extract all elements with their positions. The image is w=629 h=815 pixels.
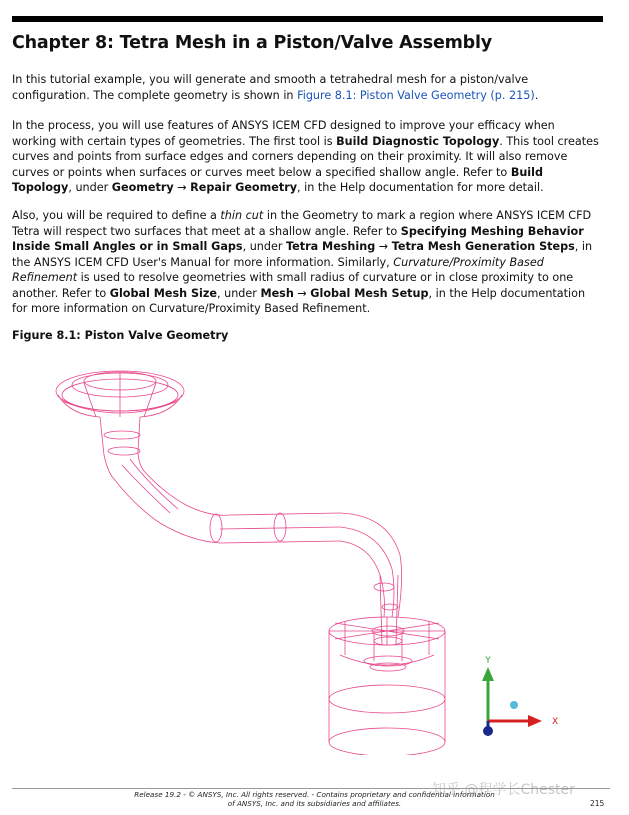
z-axis-dot-icon — [510, 701, 518, 709]
chapter-title: Chapter 8: Tetra Mesh in a Piston/Valve Assembly — [12, 33, 492, 53]
build-topology-term: Build Topology — [12, 165, 543, 194]
arrow-icon: → — [375, 240, 392, 253]
thin-cut-paragraph: Also, you will be required to define a thin cut in the Geometry to mark a region where ANSYS ICEM CFD Tetra will respect two surfaces that meet at a shallow angle. Refer to Specifying Meshing Behavior Inside Small Angles or in Small Gaps, under Tetra Meshing → Tetra Mesh Generation Steps, in the ANSYS ICEM CFD User's Manual for more information. Similarly, Curvature/Proximity Based Refinement is used to resolve geometries with small radius of curvature or in close proximity to one another. Refer to Global Mesh Size, under Mesh → Global Mesh Setup, in the Help documentation for more information on Curvature/Proximity Based Refinement. — [12, 209, 593, 315]
piston-cylinder — [329, 617, 445, 755]
inlet-flange — [56, 371, 184, 417]
global-mesh-setup-term: Global Mesh Setup — [310, 286, 429, 300]
axis-triad — [482, 656, 558, 736]
tetra-mesh-steps-term: Tetra Mesh Generation Steps — [391, 240, 575, 253]
x-axis-arrow-icon — [528, 715, 542, 727]
tetra-meshing-term: Tetra Meshing — [286, 240, 376, 253]
piston-valve-figure — [40, 355, 600, 755]
repair-geometry-term: Repair Geometry — [190, 181, 298, 194]
inlet-pipe — [100, 417, 186, 523]
arrow-icon: → — [293, 286, 311, 300]
mesh-term: Mesh — [260, 286, 294, 300]
footer-affiliates: of ANSYS, Inc. and its subsidiaries and affiliates. — [227, 799, 402, 808]
y-axis-arrow-icon — [482, 667, 494, 681]
wireframe-geometry — [56, 371, 445, 755]
arrow-icon: → — [173, 181, 191, 194]
y-axis-label: Y — [485, 656, 491, 666]
intro-paragraph: In this tutorial example, you will generate and smooth a tetrahedral mesh for a piston/valve configuration. The complete geometry is shown in Figure 8.1: Piston Valve Geometry (p. 215). — [12, 73, 539, 102]
x-axis-label: X — [552, 717, 559, 727]
figure-link[interactable]: Figure 8.1: Piston Valve Geometry (p. 215) — [297, 88, 535, 102]
process-paragraph: In the process, you will use features of ANSYS ICEM CFD designed to improve your efficacy when working with certain types of geometries. The first tool is Build Diagnostic Topology. This tool creates curves and points from surface edges and corners depending on their proximity. It will also remove curves or points when surfaces or curves meet below a specified shallow angle. Refer to Build Topology, under Geometry → Repair Geometry, in the Help documentation for more detail. — [12, 119, 599, 194]
figure-caption: Figure 8.1: Piston Valve Geometry — [12, 329, 229, 342]
horizontal-pipe — [160, 505, 340, 543]
geometry-term: Geometry — [111, 181, 174, 194]
top-rule — [12, 16, 603, 22]
thin-cut-term: thin cut — [220, 209, 264, 222]
page-number: 215 — [590, 799, 605, 808]
watermark: 知乎 @程学长Chester — [432, 782, 575, 798]
curvature-refinement-term: Curvature/Proximity Based Refinement — [12, 255, 544, 284]
footer-copyright: Release 19.2 - © ANSYS, Inc. All rights reserved. - Contains proprietary and confidential information — [134, 790, 495, 799]
global-mesh-size-term: Global Mesh Size — [109, 286, 217, 300]
meshing-behavior-term: Specifying Meshing Behavior Inside Small Angles or in Small Gaps — [12, 224, 584, 253]
build-diagnostic-topology-term: Build Diagnostic Topology — [336, 134, 500, 148]
